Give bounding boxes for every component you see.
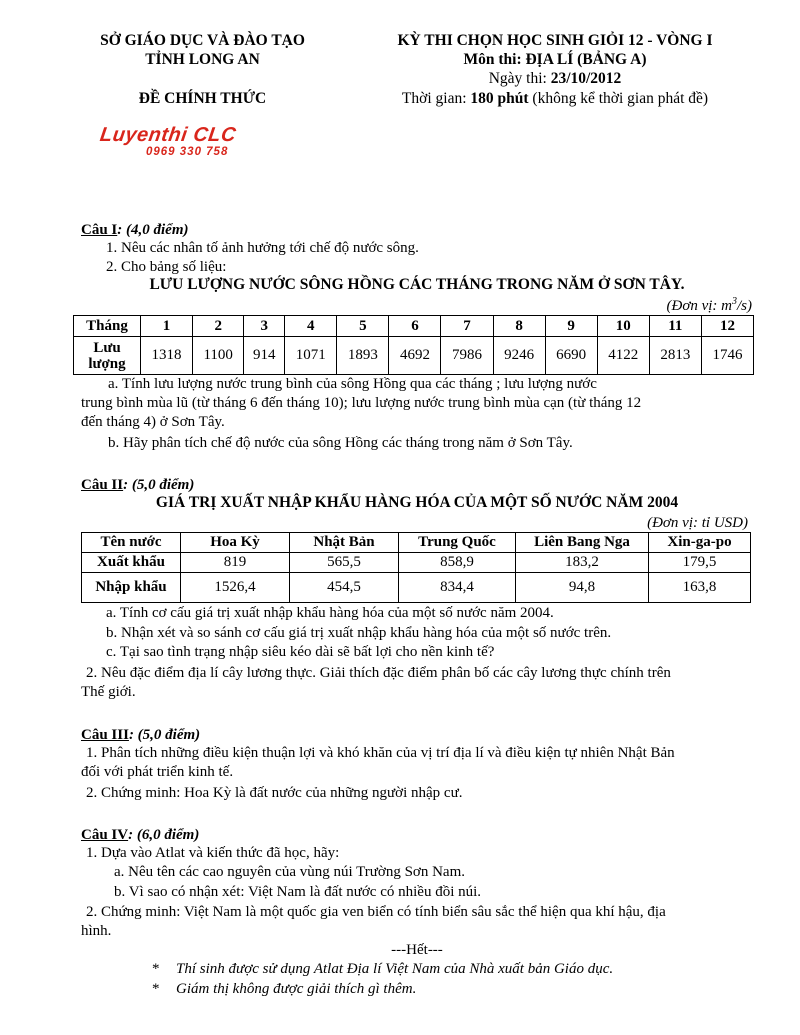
q1-header-cell: 5: [337, 316, 389, 337]
q4-item1: 1. Dựa vào Atlat và kiến thức đã học, hãy:: [86, 845, 340, 861]
q1-header-cell: 2: [193, 316, 244, 337]
q1-value-cell: 4692: [389, 337, 441, 375]
q1-header-cell: 7: [441, 316, 493, 337]
q1-part-a-line1: a. Tính lưu lượng nước trung bình của sông Hồng qua các tháng ; lưu lượng nước: [108, 376, 597, 392]
footer-bullet-2: *: [152, 981, 160, 997]
q3-heading: [81, 726, 200, 744]
q4-item1-b: b. Vì sao có nhận xét: Việt Nam là đất nước có nhiều đồi núi.: [114, 884, 482, 900]
q1-header-cell: 6: [389, 316, 441, 337]
watermark-phone: 0969 330 758: [146, 146, 229, 158]
q2-header-cell: Trung Quốc: [399, 533, 516, 553]
q2-item2-line2: Thế giới.: [81, 684, 136, 700]
q2-value-cell: 454,5: [290, 573, 399, 603]
q1-unit-suffix: /s): [737, 298, 752, 314]
q1-part-b: b. Hãy phân tích chế độ nước của sông Hồng các tháng trong năm ở Sơn Tây.: [108, 435, 573, 451]
exam-date: [345, 69, 765, 88]
q2-header-cell: Hoa Kỳ: [181, 533, 290, 553]
q2-points: : (5,0 điểm): [123, 477, 195, 493]
q1-value-cell: 9246: [493, 337, 545, 375]
q1-header-cell: 10: [597, 316, 649, 337]
footer-note-1: Thí sinh được sử dụng Atlat Địa lí Việt Nam của Nhà xuất bản Giáo dục.: [176, 961, 614, 977]
q1-row-label-line1: Lưu: [93, 339, 121, 356]
q1-value-cell: 914: [244, 337, 285, 375]
q1-unit-sup: 3: [732, 296, 737, 307]
exam-duration-value: 180 phút: [470, 90, 529, 107]
q1-value-cell: 1318: [141, 337, 193, 375]
q1-flow-table: [73, 315, 754, 375]
q2-header-cell: Liên Bang Nga: [516, 533, 649, 553]
q2-value-cell: 565,5: [290, 553, 399, 573]
q1-table-title: LƯU LƯỢNG NƯỚC SÔNG HỒNG CÁC THÁNG TRONG NĂM Ở SƠN TÂY.: [149, 276, 685, 293]
exam-duration-label: Thời gian:: [401, 90, 471, 107]
q2-header-cell: Nhật Bản: [290, 533, 399, 553]
q1-row-label: [74, 337, 141, 375]
q2-table-unit: (Đơn vị: tỉ USD): [647, 515, 748, 531]
q1-value-cell: 6690: [545, 337, 597, 375]
q1-part-a-line2: trung bình mùa lũ (từ tháng 6 đến tháng 10); lưu lượng nước trung bình mùa cạn (từ tháng 12: [81, 395, 642, 411]
q3-item1-line1: 1. Phân tích những điều kiện thuận lợi và khó khăn của vị trí địa lí và điều kiện tự nhiên Nhật Bản: [86, 745, 675, 761]
q4-item2-line1: 2. Chứng minh: Việt Nam là một quốc gia ven biển có tính biển sâu sắc thể hiện qua khí hậu, địa: [86, 904, 666, 920]
q1-table-header-row: [74, 316, 754, 337]
q2-item2-line1: 2. Nêu đặc điểm địa lí cây lương thực. Giải thích đặc điểm phân bố các cây lương thực chính trên: [86, 665, 671, 681]
q1-points: : (4,0 điểm): [117, 222, 189, 238]
q2-value-cell: 94,8: [516, 573, 649, 603]
q1-table-row: [74, 337, 754, 375]
q3-item2: 2. Chứng minh: Hoa Kỳ là đất nước của những người nhập cư.: [86, 785, 463, 801]
q1-value-cell: 7986: [441, 337, 493, 375]
exam-duration-note: (không kể thời gian phát đề): [528, 90, 709, 107]
q2-value-cell: 183,2: [516, 553, 649, 573]
q1-header-cell: 12: [701, 316, 753, 337]
issuer-department: SỞ GIÁO DỤC VÀ ĐÀO TẠO: [100, 32, 305, 49]
q4-title: Câu IV: [81, 827, 129, 843]
q2-table-header-row: [82, 533, 751, 553]
exam-duration: [345, 89, 765, 108]
q1-heading: [81, 221, 189, 239]
q2-title: Câu II: [81, 477, 124, 493]
q1-header-cell: 3: [244, 316, 285, 337]
q1-title: Câu I: [81, 222, 118, 238]
q1-table-unit: [560, 297, 752, 315]
q1-unit-prefix: (Đơn vị: m: [666, 298, 732, 314]
official-label: ĐỀ CHÍNH THỨC: [138, 90, 267, 107]
q2-value-cell: 858,9: [399, 553, 516, 573]
q2-header-cell: Tên nước: [82, 533, 181, 553]
q3-points: : (5,0 điểm): [128, 727, 201, 743]
watermark-logo-text: Luyenthi CLC: [98, 124, 238, 146]
q1-header-cell: 8: [493, 316, 545, 337]
q1-header-cell: 1: [141, 316, 193, 337]
q2-heading: [81, 476, 194, 494]
q1-part-a-line3: đến tháng 4) ở Sơn Tây.: [81, 414, 225, 430]
q2-value-cell: 834,4: [399, 573, 516, 603]
q1-item2: 2. Cho bảng số liệu:: [106, 259, 227, 275]
q2-value-cell: 819: [181, 553, 290, 573]
q1-row-label-line2: lượng: [88, 355, 126, 372]
q2-part-c: c. Tại sao tình trạng nhập siêu kéo dài sẽ bất lợi cho nền kinh tế?: [106, 644, 495, 660]
q2-value-cell: 179,5: [649, 553, 751, 573]
exam-date-value: 23/10/2012: [550, 70, 622, 87]
q1-value-cell: 4122: [597, 337, 649, 375]
q1-item1: 1. Nêu các nhân tố ảnh hưởng tới chế độ nước sông.: [106, 240, 419, 256]
q2-header-cell: Xin-ga-po: [649, 533, 751, 553]
q1-value-cell: 1746: [701, 337, 753, 375]
q3-item1-line2: đối với phát triển kinh tế.: [81, 764, 234, 780]
q1-header-cell: 11: [649, 316, 701, 337]
q1-value-cell: 1100: [193, 337, 244, 375]
exam-title: KỲ THI CHỌN HỌC SINH GIỎI 12 - VÒNG I: [397, 32, 713, 49]
footer-bullet-1: *: [152, 961, 160, 977]
end-marker: ---Hết---: [391, 942, 443, 958]
q4-item1-a: a. Nêu tên các cao nguyên của vùng núi Trường Sơn Nam.: [114, 864, 466, 880]
q3-title: Câu III: [81, 727, 129, 743]
q4-item2-line2: hình.: [81, 923, 112, 939]
q2-table-title: GIÁ TRỊ XUẤT NHẬP KHẨU HÀNG HÓA CỦA MỘT SỐ NƯỚC NĂM 2004: [155, 494, 679, 511]
q2-row-label: Xuất khẩu: [82, 553, 181, 573]
q2-value-cell: 1526,4: [181, 573, 290, 603]
q1-value-cell: 1893: [337, 337, 389, 375]
q1-value-cell: 2813: [649, 337, 701, 375]
q2-trade-table: [81, 532, 751, 603]
q2-row-label: Nhập khẩu: [82, 573, 181, 603]
q4-heading: [81, 826, 199, 844]
q2-part-a: a. Tính cơ cấu giá trị xuất nhập khẩu hàng hóa của một số nước năm 2004.: [106, 605, 554, 621]
q2-table-row: [82, 573, 751, 603]
q1-header-cell: 9: [545, 316, 597, 337]
q4-points: : (6,0 điểm): [128, 827, 200, 843]
q1-value-cell: 1071: [285, 337, 337, 375]
q2-table-row: [82, 553, 751, 573]
issuer-province: TỈNH LONG AN: [145, 51, 260, 68]
exam-subject: Môn thi: ĐỊA LÍ (BẢNG A): [463, 51, 647, 68]
q2-part-b: b. Nhận xét và so sánh cơ cấu giá trị xuất nhập khẩu hàng hóa của một số nước trên.: [106, 625, 612, 641]
q1-header-cell: Tháng: [74, 316, 141, 337]
exam-date-label: Ngày thi:: [488, 70, 551, 87]
q2-value-cell: 163,8: [649, 573, 751, 603]
q1-header-cell: 4: [285, 316, 337, 337]
footer-note-2: Giám thị không được giải thích gì thêm.: [176, 981, 417, 997]
